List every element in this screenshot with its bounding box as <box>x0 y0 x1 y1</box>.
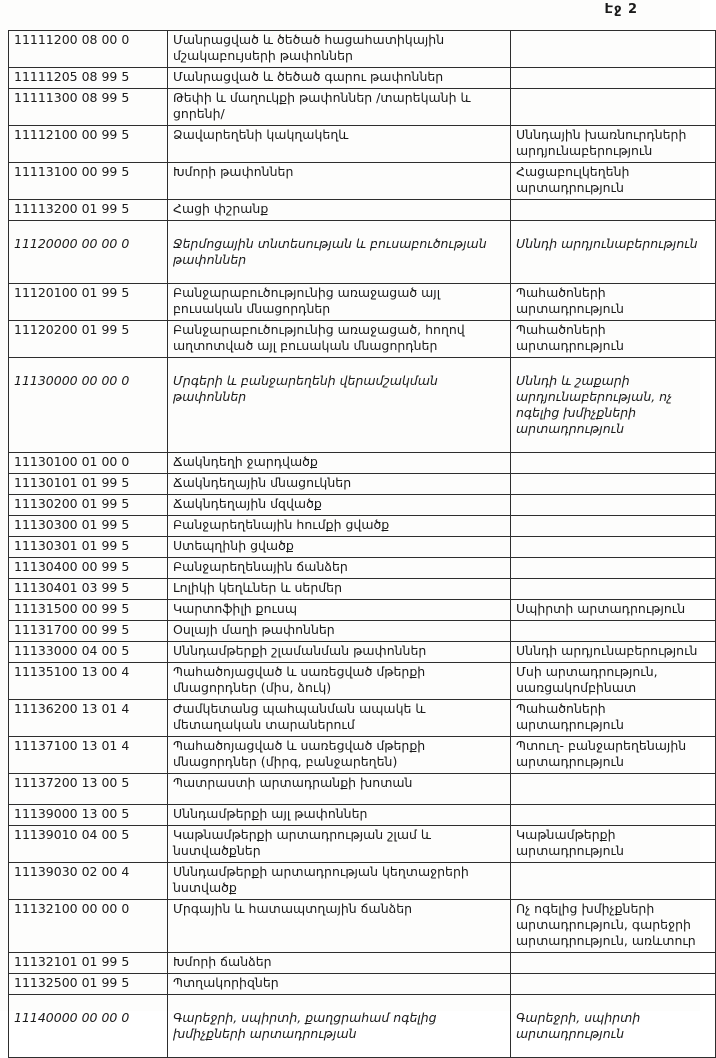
industry-cell: Մսի արտադրություն, սառցակոմբինատ <box>511 663 716 700</box>
industry-cell <box>511 953 716 974</box>
industry-cell: Սննդի արդյունաբերություն <box>511 642 716 663</box>
table-row <box>9 516 716 537</box>
code-cell: 11112100 00 99 5 <box>9 126 168 163</box>
code-cell: 11113200 01 99 5 <box>9 200 168 221</box>
table-row <box>9 737 716 774</box>
description-cell: Լոլիկի կեղևներ և սերմեր <box>168 579 511 600</box>
description-cell: Ճակնդեղային մնացուկներ <box>168 474 511 495</box>
description-cell: Օսլայի մաղի թափոններ <box>168 621 511 642</box>
description-cell: Գարեջրի, սպիրտի, քաղցրահամ ոգելից խմիչքների արտադրության <box>168 995 511 1058</box>
description-cell: Պահածոյացված և սառեցված մթերքի մնացորդներ (միրգ, բանջարեղեն) <box>168 737 511 774</box>
description-cell: Պատրաստի արտադրանքի խոտան <box>168 774 511 805</box>
industry-cell <box>511 579 716 600</box>
code-cell: 11133000 04 00 5 <box>9 642 168 663</box>
code-cell: 11120000 00 00 0 <box>9 221 168 284</box>
industry-cell: Պահածոների արտադրություն <box>511 700 716 737</box>
code-cell: 11140000 00 00 0 <box>9 995 168 1058</box>
description-cell: Խմորի թափոններ <box>168 163 511 200</box>
table-row <box>9 826 716 863</box>
description-cell: Սննդամթերքի շլամանման թափոններ <box>168 642 511 663</box>
description-cell: Ժամկետանց պահպանման ապակե և մետաղական տարաներում <box>168 700 511 737</box>
section-row <box>9 995 716 1058</box>
table-row <box>9 863 716 900</box>
description-cell: Բանջարաբուծությունից առաջացած այլ բուսական մնացորդներ <box>168 284 511 321</box>
code-cell: 11139000 13 00 5 <box>9 805 168 826</box>
code-cell: 11137100 13 01 4 <box>9 737 168 774</box>
table-row <box>9 126 716 163</box>
code-cell: 11131500 00 99 5 <box>9 600 168 621</box>
table-row <box>9 284 716 321</box>
industry-cell: Սննդի արդյունաբերություն <box>511 221 716 284</box>
table-row <box>9 321 716 358</box>
code-cell: 11130200 01 99 5 <box>9 495 168 516</box>
industry-cell <box>511 805 716 826</box>
industry-cell: Պահածոների արտադրություն <box>511 284 716 321</box>
description-cell: Մանրացված և ծեծած գարու թափոններ <box>168 68 511 89</box>
description-cell: Ստեպղինի ցվածք <box>168 537 511 558</box>
waste-classification-table <box>8 30 716 1058</box>
description-cell: Մանրացված և ծեծած հացահատիկային մշակաբույսերի թափոններ <box>168 31 511 68</box>
description-cell: Բանջարեղենային ճանձեր <box>168 558 511 579</box>
section-row <box>9 358 716 453</box>
industry-cell: Հացաբուլկեղենի արտադրություն <box>511 163 716 200</box>
description-cell: Կաթնամթերքի արտադրության շլամ և նստվածքներ <box>168 826 511 863</box>
section-row <box>9 221 716 284</box>
description-cell: Խմորի ճանձեր <box>168 953 511 974</box>
description-cell: Բանջարաբուծությունից առաջացած, հողով աղտոտված այլ բուսական մնացորդներ <box>168 321 511 358</box>
code-cell: 11130401 03 99 5 <box>9 579 168 600</box>
description-cell: Մրգերի և բանջարեղենի վերամշակման թափոններ <box>168 358 511 453</box>
code-cell: 11136200 13 01 4 <box>9 700 168 737</box>
code-cell: 11120200 01 99 5 <box>9 321 168 358</box>
code-cell: 11111300 08 99 5 <box>9 89 168 126</box>
description-cell: Սննդամթերքի արտադրության կեղտաջրերի նստվածք <box>168 863 511 900</box>
table-row <box>9 642 716 663</box>
code-cell: 11120100 01 99 5 <box>9 284 168 321</box>
industry-cell <box>511 516 716 537</box>
code-cell: 11132101 01 99 5 <box>9 953 168 974</box>
code-cell: 11132100 00 00 0 <box>9 900 168 953</box>
table-row <box>9 200 716 221</box>
table-row <box>9 474 716 495</box>
code-cell: 11131700 00 99 5 <box>9 621 168 642</box>
table-row <box>9 621 716 642</box>
table-row <box>9 900 716 953</box>
industry-cell <box>511 31 716 68</box>
code-cell: 11111200 08 00 0 <box>9 31 168 68</box>
table-row <box>9 558 716 579</box>
code-cell: 11111205 08 99 5 <box>9 68 168 89</box>
code-cell: 11139010 04 00 5 <box>9 826 168 863</box>
industry-cell: Պահածոների արտադրություն <box>511 321 716 358</box>
table-row <box>9 600 716 621</box>
industry-cell <box>511 558 716 579</box>
industry-cell: Պտուղ- բանջարեղենային արտադրություն <box>511 737 716 774</box>
page-number: Էջ 2 <box>604 2 638 17</box>
description-cell: Պտղակորիզներ <box>168 974 511 995</box>
industry-cell: Ոչ ոգելից խմիչքների արտադրություն, գարեջրի արտադրություն, առևտուր <box>511 900 716 953</box>
table-row <box>9 974 716 995</box>
table-row <box>9 495 716 516</box>
industry-cell <box>511 537 716 558</box>
code-cell: 11130400 00 99 5 <box>9 558 168 579</box>
description-cell: Ճակնդեղային մզվածք <box>168 495 511 516</box>
industry-cell <box>511 68 716 89</box>
table-row <box>9 774 716 805</box>
industry-cell <box>511 89 716 126</box>
table-row <box>9 453 716 474</box>
code-cell: 11130301 01 99 5 <box>9 537 168 558</box>
description-cell: Թեփի և մաղուկքի թափոններ /տարեկանի և ցորենի/ <box>168 89 511 126</box>
industry-cell: Կաթնամթերքի արտադրություն <box>511 826 716 863</box>
industry-cell: Սննդային խառնուրդների արդյունաբերություն <box>511 126 716 163</box>
table-row <box>9 89 716 126</box>
table-row <box>9 68 716 89</box>
industry-cell <box>511 621 716 642</box>
description-cell: Ճակնդեղի ջարդվածք <box>168 453 511 474</box>
description-cell: Մրգային և հատապտղային ճանձեր <box>168 900 511 953</box>
industry-cell <box>511 200 716 221</box>
code-cell: 11130100 01 00 0 <box>9 453 168 474</box>
table-row <box>9 700 716 737</box>
code-cell: 11137200 13 00 5 <box>9 774 168 805</box>
table-row <box>9 805 716 826</box>
industry-cell <box>511 474 716 495</box>
industry-cell: Սպիրտի արտադրություն <box>511 600 716 621</box>
table-row <box>9 663 716 700</box>
table-row <box>9 579 716 600</box>
code-cell: 11132500 01 99 5 <box>9 974 168 995</box>
waste-table-body <box>9 31 716 1058</box>
code-cell: 11139030 02 00 4 <box>9 863 168 900</box>
table-row <box>9 31 716 68</box>
code-cell: 11113100 00 99 5 <box>9 163 168 200</box>
industry-cell <box>511 495 716 516</box>
code-cell: 11130000 00 00 0 <box>9 358 168 453</box>
description-cell: Բանջարեղենային հումքի ցվածք <box>168 516 511 537</box>
description-cell: Ձավարեղենի կակղակեղև <box>168 126 511 163</box>
table-row <box>9 537 716 558</box>
industry-cell: Սննդի և շաքարի արդյունաբերության, ոչ ոգելից խմիչքների արտադրություն <box>511 358 716 453</box>
industry-cell <box>511 774 716 805</box>
code-cell: 11130101 01 99 5 <box>9 474 168 495</box>
table-row <box>9 163 716 200</box>
code-cell: 11135100 13 00 4 <box>9 663 168 700</box>
industry-cell: Գարեջրի, սպիրտի արտադրություն <box>511 995 716 1058</box>
code-cell: 11130300 01 99 5 <box>9 516 168 537</box>
description-cell: Սննդամթերքի այլ թափոններ <box>168 805 511 826</box>
industry-cell <box>511 453 716 474</box>
industry-cell <box>511 974 716 995</box>
description-cell: Ջերմոցային տնտեսության և բուսաբուծության թափոններ <box>168 221 511 284</box>
industry-cell <box>511 863 716 900</box>
description-cell: Հացի փշրանք <box>168 200 511 221</box>
description-cell: Պահածոյացված և սառեցված մթերքի մնացորդներ (միս, ձուկ) <box>168 663 511 700</box>
table-row <box>9 953 716 974</box>
description-cell: Կարտոֆիլի քուսպ <box>168 600 511 621</box>
